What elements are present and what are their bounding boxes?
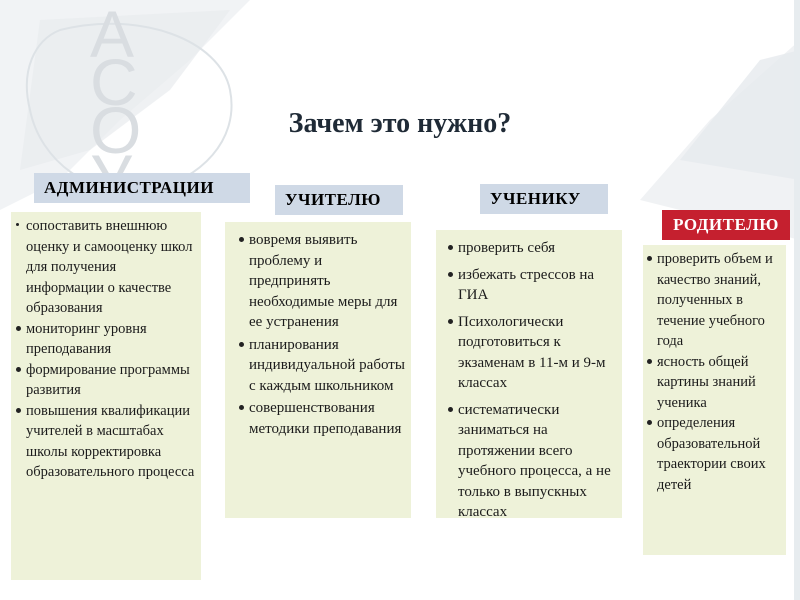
list-item: проверить себя	[458, 238, 618, 259]
parent-list	[657, 249, 784, 495]
list-item: вовремя выявить проблему и предпринять необходимые меры для ее устранения	[249, 230, 407, 333]
list-item: планирования индивидуальной работы с каждым школьником	[249, 335, 407, 397]
list-item: систематически заниматься на протяжении всего учебного процесса, а не только в выпускных классах	[458, 400, 618, 523]
header-administration-label: АДМИНИСТРАЦИИ	[44, 178, 214, 197]
header-student	[480, 184, 608, 214]
card-student	[436, 230, 622, 518]
header-administration	[34, 173, 250, 203]
card-teacher	[225, 222, 411, 518]
list-item: Психологически подготовиться к экзаменам в 11-м и 9-м классах	[458, 312, 618, 394]
list-item: ясность общей картины знаний ученика	[657, 352, 784, 414]
teacher-list	[249, 230, 407, 439]
student-list	[458, 238, 618, 523]
right-edge-bar	[794, 0, 800, 600]
list-item: избежать стрессов на ГИА	[458, 265, 618, 306]
list-item: определения образовательной траектории своих детей	[657, 413, 784, 495]
list-item: мониторинг уровня преподавания	[26, 319, 197, 360]
list-item: формирование программы развития	[26, 360, 197, 401]
logo-letters: АСО	[90, 0, 142, 167]
page-title: Зачем это нужно?	[288, 108, 512, 139]
header-teacher	[275, 185, 403, 215]
list-item: совершенствования методики преподавания	[249, 398, 407, 439]
list-item: проверить объем и качество знаний, полученных в течение учебного года	[657, 249, 784, 352]
list-item: сопоставить внешнюю оценку и самооценку школ для получения информации о качестве образования	[26, 216, 197, 319]
card-parent	[643, 245, 786, 555]
list-item: повышения квалификации учителей в масштабах школы корректировка образовательного процесса	[26, 401, 197, 483]
header-parent-label: РОДИТЕЛЮ	[673, 215, 779, 234]
header-parent	[662, 210, 790, 240]
header-student-label: УЧЕНИКУ	[490, 189, 581, 208]
administration-list	[26, 216, 197, 483]
card-administration	[11, 212, 201, 580]
header-teacher-label: УЧИТЕЛЮ	[285, 190, 381, 209]
